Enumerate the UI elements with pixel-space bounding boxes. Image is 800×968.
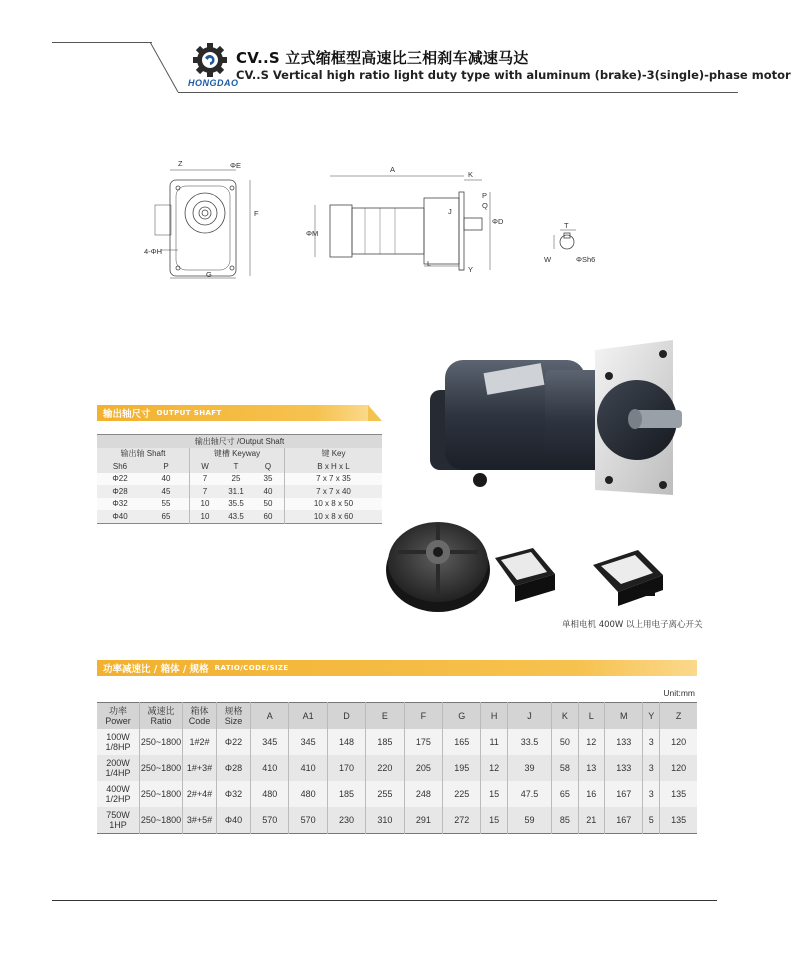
table-cell: 10 x 8 x 50 — [285, 498, 383, 511]
brand-logo-text: HONGDAO — [188, 78, 239, 88]
table-row — [97, 755, 697, 781]
table-cell: 35 — [252, 473, 285, 486]
table-cell: 3 — [643, 781, 660, 807]
col-header-bxhxl: B x H x L — [285, 460, 383, 473]
table-cell: 7 — [190, 485, 221, 498]
table-cell: Φ22 — [97, 473, 143, 486]
table-cell: Φ40 — [97, 510, 143, 523]
table-cell: 170 — [327, 755, 365, 781]
spec-table-body — [97, 729, 697, 834]
table-cell: 291 — [404, 807, 442, 834]
col-header-ratio — [140, 703, 183, 730]
table-row — [97, 473, 382, 486]
power-hp: 1/2HP — [105, 794, 131, 804]
side-view-drawing — [315, 176, 490, 270]
table-cell: 10 — [190, 510, 221, 523]
table-cell: 5 — [643, 807, 660, 834]
header-en: Size — [224, 716, 243, 726]
output-shaft-title-cn: 输出轴尺寸 — [103, 409, 151, 420]
header-cn: 减速比 — [147, 706, 175, 716]
col-header-z: Z — [660, 703, 697, 730]
table-cell: 50 — [252, 498, 285, 511]
shaft-group-header: 输出轴 Shaft — [97, 448, 190, 461]
table-cell: 25 — [220, 473, 252, 486]
table-cell: 570 — [289, 807, 327, 834]
table-cell: 39 — [507, 755, 551, 781]
dim-label-4-phi-h: 4-ΦH — [144, 247, 163, 256]
key-section-drawing — [554, 230, 576, 249]
table-cell: 3 — [643, 755, 660, 781]
table-cell: 185 — [327, 781, 365, 807]
col-header-l: L — [578, 703, 604, 730]
table-cell: 7 — [190, 473, 221, 486]
table-cell: Φ40 — [217, 807, 251, 834]
col-header-h: H — [481, 703, 507, 730]
dim-label-phi-sh6: ΦSh6 — [576, 255, 596, 264]
table-cell: Φ28 — [217, 755, 251, 781]
power-hp: 1/4HP — [105, 768, 131, 778]
table-cell: 40 — [143, 473, 190, 486]
switch-module-right-image — [593, 550, 663, 606]
table-cell: 3#+5# — [183, 807, 217, 834]
dim-label-phi-d: ΦD — [492, 217, 504, 226]
dim-label-w: W — [544, 255, 552, 264]
table-cell: 345 — [251, 729, 289, 755]
dim-label-j: J — [448, 207, 452, 216]
power-cell — [97, 781, 140, 807]
table-row — [97, 781, 697, 807]
col-header-e: E — [366, 703, 404, 730]
dim-label-q: Q — [482, 201, 488, 210]
dimension-drawings — [140, 150, 600, 285]
dim-label-l: L — [427, 259, 432, 268]
table-cell: 570 — [251, 807, 289, 834]
front-view-drawing — [155, 170, 250, 278]
header-en: Power — [105, 716, 131, 726]
table-cell: 248 — [404, 781, 442, 807]
table-cell: 345 — [289, 729, 327, 755]
table-row — [97, 498, 382, 511]
gear-logo-icon — [190, 42, 230, 78]
table-cell: 60 — [252, 510, 285, 523]
shaft-table-title: 输出轴尺寸 /Output Shaft — [97, 435, 382, 448]
table-cell: 50 — [552, 729, 578, 755]
table-row — [97, 807, 697, 834]
table-cell: 220 — [366, 755, 404, 781]
table-cell: 167 — [605, 807, 643, 834]
table-cell: 167 — [605, 781, 643, 807]
page-title-en: CV..S Vertical high ratio light duty type with aluminum (brake)-3(single)-phase motor — [236, 68, 791, 82]
brake-disc-image — [386, 522, 490, 612]
unit-label: Unit:mm — [663, 688, 695, 698]
power-hp: 1HP — [109, 820, 127, 830]
power-watts: 200W — [106, 758, 130, 768]
table-cell: 21 — [578, 807, 604, 834]
col-header-p: P — [143, 460, 190, 473]
col-header-m: M — [605, 703, 643, 730]
table-cell: 205 — [404, 755, 442, 781]
table-cell: 133 — [605, 729, 643, 755]
table-cell: 225 — [443, 781, 481, 807]
table-cell: 250~1800 — [140, 781, 183, 807]
table-row — [97, 729, 697, 755]
key-group-header: 键 Key — [285, 448, 383, 461]
dim-label-phi-e: ΦE — [230, 161, 241, 170]
page-title-cn: CV..S 立式缩框型高速比三相刹车减速马达 — [236, 49, 529, 67]
spec-banner — [97, 660, 697, 676]
table-cell: 12 — [481, 755, 507, 781]
dim-label-y: Y — [468, 265, 474, 274]
spec-title-cn: 功率减速比 / 箱体 / 规格 — [103, 664, 209, 675]
col-header-power — [97, 703, 140, 730]
accessory-photos — [383, 510, 683, 615]
dim-label-f: F — [254, 209, 259, 218]
spec-table — [97, 702, 697, 834]
col-header-y: Y — [643, 703, 660, 730]
table-cell: 135 — [660, 781, 697, 807]
spec-title-en: RATIO/CODE/SIZE — [214, 664, 289, 672]
table-cell: 230 — [327, 807, 365, 834]
col-header-q: Q — [252, 460, 285, 473]
power-cell — [97, 807, 140, 834]
power-watts: 100W — [106, 732, 130, 742]
dim-label-phi-m: ΦM — [306, 229, 319, 238]
table-cell: 10 — [190, 498, 221, 511]
col-header-t: T — [220, 460, 252, 473]
table-cell: 65 — [143, 510, 190, 523]
switch-module-left-image — [495, 548, 555, 602]
table-cell: 11 — [481, 729, 507, 755]
table-cell: 250~1800 — [140, 729, 183, 755]
col-header-code — [183, 703, 217, 730]
motor-photo — [425, 340, 685, 500]
table-cell: 480 — [289, 781, 327, 807]
header-en: Code — [188, 716, 211, 726]
table-cell: 1#+3# — [183, 755, 217, 781]
table-cell: 185 — [366, 729, 404, 755]
table-cell: 1#2# — [183, 729, 217, 755]
table-cell: 31.1 — [220, 485, 252, 498]
table-cell: 255 — [366, 781, 404, 807]
table-cell: 58 — [552, 755, 578, 781]
table-cell: 12 — [578, 729, 604, 755]
table-cell: 15 — [481, 781, 507, 807]
header-rule-top — [52, 42, 152, 43]
table-cell: 43.5 — [220, 510, 252, 523]
table-cell: 272 — [443, 807, 481, 834]
header-cn: 箱体 — [190, 706, 209, 716]
table-cell: 33.5 — [507, 729, 551, 755]
table-cell: 59 — [507, 807, 551, 834]
table-row — [97, 485, 382, 498]
table-cell: 3 — [643, 729, 660, 755]
table-cell: Φ32 — [97, 498, 143, 511]
power-hp: 1/8HP — [105, 742, 131, 752]
col-header-sh6: Sh6 — [97, 460, 143, 473]
footer-rule — [52, 900, 717, 901]
table-cell: 45 — [143, 485, 190, 498]
power-watts: 750W — [106, 810, 130, 820]
output-shaft-table — [97, 434, 382, 524]
table-cell: 310 — [366, 807, 404, 834]
header-en: Ratio — [150, 716, 172, 726]
dim-label-a: A — [390, 165, 396, 174]
header-rule-slant — [150, 42, 190, 94]
table-cell: 40 — [252, 485, 285, 498]
dim-label-g: G — [206, 270, 212, 279]
table-cell: 2#+4# — [183, 781, 217, 807]
banner-arrow-shaft — [368, 405, 382, 421]
output-shaft-banner — [97, 405, 369, 421]
table-cell: 250~1800 — [140, 807, 183, 834]
col-header-j: J — [507, 703, 551, 730]
dim-label-k: K — [468, 170, 474, 179]
table-cell: 480 — [251, 781, 289, 807]
dim-label-p: P — [482, 191, 488, 200]
single-phase-switch-caption: 单相电机 400W 以上用电子离心开关 — [562, 620, 703, 630]
power-cell — [97, 755, 140, 781]
table-cell: 250~1800 — [140, 755, 183, 781]
table-cell: 135 — [660, 807, 697, 834]
keyway-group-header: 键槽 Keyway — [190, 448, 285, 461]
table-cell: 10 x 8 x 60 — [285, 510, 383, 523]
table-cell: Φ22 — [217, 729, 251, 755]
col-header-size — [217, 703, 251, 730]
power-watts: 400W — [106, 784, 130, 794]
table-cell: 7 x 7 x 40 — [285, 485, 383, 498]
table-cell: 35.5 — [220, 498, 252, 511]
table-cell: 410 — [289, 755, 327, 781]
table-cell: 13 — [578, 755, 604, 781]
table-cell: 410 — [251, 755, 289, 781]
table-cell: 65 — [552, 781, 578, 807]
output-shaft-title-en: OUTPUT SHAFT — [156, 409, 222, 417]
power-cell — [97, 729, 140, 755]
header-cn: 功率 — [108, 706, 127, 716]
table-cell: 175 — [404, 729, 442, 755]
col-header-a1: A1 — [289, 703, 327, 730]
table-cell: 85 — [552, 807, 578, 834]
table-cell: Φ32 — [217, 781, 251, 807]
col-header-k: K — [552, 703, 578, 730]
header-cn: 规格 — [224, 706, 243, 716]
col-header-a: A — [251, 703, 289, 730]
table-cell: 15 — [481, 807, 507, 834]
table-cell: 195 — [443, 755, 481, 781]
table-cell: 55 — [143, 498, 190, 511]
table-cell: 120 — [660, 755, 697, 781]
table-cell: Φ28 — [97, 485, 143, 498]
dim-label-t: T — [564, 221, 569, 230]
table-cell: 7 x 7 x 35 — [285, 473, 383, 486]
col-header-g: G — [443, 703, 481, 730]
header-rule-bottom — [178, 92, 738, 93]
col-header-w: W — [190, 460, 221, 473]
col-header-f: F — [404, 703, 442, 730]
table-cell: 47.5 — [507, 781, 551, 807]
table-cell: 120 — [660, 729, 697, 755]
table-cell: 16 — [578, 781, 604, 807]
table-row — [97, 510, 382, 523]
table-cell: 148 — [327, 729, 365, 755]
table-cell: 165 — [443, 729, 481, 755]
col-header-d: D — [327, 703, 365, 730]
dim-label-z: Z — [178, 159, 183, 168]
table-cell: 133 — [605, 755, 643, 781]
